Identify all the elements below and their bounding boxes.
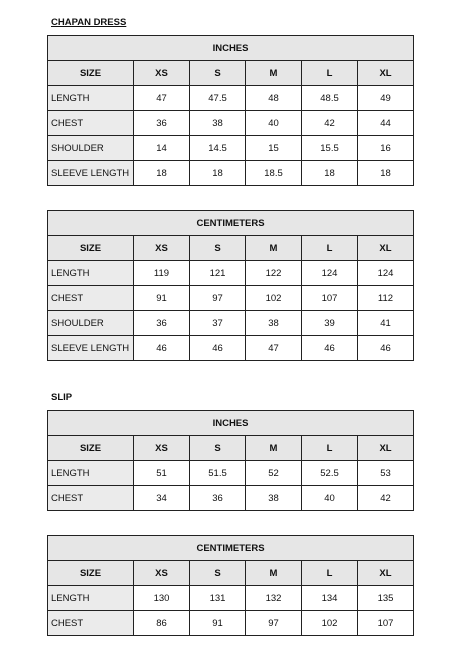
table-cell: 49	[358, 86, 414, 111]
table-cell: 119	[134, 261, 190, 286]
column-header-s: S	[190, 436, 246, 461]
column-header-l: L	[302, 436, 358, 461]
table-cell: 48	[246, 86, 302, 111]
table-cell: 40	[246, 111, 302, 136]
column-header-size: SIZE	[48, 436, 134, 461]
table-cell: 46	[358, 336, 414, 361]
table-cell: 41	[358, 311, 414, 336]
table-cell: 46	[190, 336, 246, 361]
table-cell: 47.5	[190, 86, 246, 111]
table-cell: 134	[302, 586, 358, 611]
table-row	[48, 336, 414, 361]
table-cell: 135	[358, 586, 414, 611]
table-row	[48, 136, 414, 161]
row-label: CHEST	[48, 286, 134, 311]
table-cell: 18	[302, 161, 358, 186]
table-cell: 39	[302, 311, 358, 336]
column-header-m: M	[246, 561, 302, 586]
size-table-slip-inches	[47, 410, 414, 511]
table-cell: 130	[134, 586, 190, 611]
row-label: CHEST	[48, 486, 134, 511]
table-cell: 18.5	[246, 161, 302, 186]
table-row	[48, 111, 414, 136]
table-cell: 52	[246, 461, 302, 486]
column-header-xl: XL	[358, 236, 414, 261]
row-label: SHOULDER	[48, 311, 134, 336]
table-cell: 42	[358, 486, 414, 511]
table-row	[48, 461, 414, 486]
table-cell: 14.5	[190, 136, 246, 161]
table-cell: 18	[134, 161, 190, 186]
row-label: SLEEVE LENGTH	[48, 336, 134, 361]
table-cell: 15	[246, 136, 302, 161]
table-cell: 91	[134, 286, 190, 311]
table-cell: 51	[134, 461, 190, 486]
column-header-xl: XL	[358, 436, 414, 461]
table-cell: 47	[134, 86, 190, 111]
size-table-chapan-centimeters	[47, 210, 414, 361]
table-cell: 107	[302, 286, 358, 311]
column-header-l: L	[302, 561, 358, 586]
table-cell: 48.5	[302, 86, 358, 111]
column-header-s: S	[190, 61, 246, 86]
column-header-s: S	[190, 236, 246, 261]
table-cell: 122	[246, 261, 302, 286]
size-table-slip-centimeters	[47, 535, 414, 636]
table-row	[48, 311, 414, 336]
row-label: SHOULDER	[48, 136, 134, 161]
column-header-l: L	[302, 236, 358, 261]
size-table-chapan-inches	[47, 35, 414, 186]
table-cell: 36	[134, 311, 190, 336]
table-cell: 15.5	[302, 136, 358, 161]
table-row	[48, 611, 414, 636]
table-cell: 121	[190, 261, 246, 286]
unit-header: INCHES	[48, 411, 414, 436]
column-header-xs: XS	[134, 436, 190, 461]
table-cell: 40	[302, 486, 358, 511]
column-header-xl: XL	[358, 561, 414, 586]
column-header-xl: XL	[358, 61, 414, 86]
unit-header: CENTIMETERS	[48, 211, 414, 236]
table-cell: 51.5	[190, 461, 246, 486]
table-cell: 34	[134, 486, 190, 511]
table-cell: 38	[246, 311, 302, 336]
unit-header: CENTIMETERS	[48, 536, 414, 561]
table-cell: 36	[190, 486, 246, 511]
table-cell: 18	[190, 161, 246, 186]
table-cell: 37	[190, 311, 246, 336]
table-cell: 46	[302, 336, 358, 361]
table-cell: 38	[246, 486, 302, 511]
table-row	[48, 261, 414, 286]
row-label: CHEST	[48, 611, 134, 636]
column-header-l: L	[302, 61, 358, 86]
table-cell: 52.5	[302, 461, 358, 486]
row-label: CHEST	[48, 111, 134, 136]
table-row	[48, 86, 414, 111]
column-header-m: M	[246, 236, 302, 261]
table-cell: 97	[246, 611, 302, 636]
column-header-size: SIZE	[48, 561, 134, 586]
column-header-xs: XS	[134, 61, 190, 86]
table-cell: 91	[190, 611, 246, 636]
unit-header: INCHES	[48, 36, 414, 61]
table-cell: 38	[190, 111, 246, 136]
table-cell: 44	[358, 111, 414, 136]
column-header-m: M	[246, 61, 302, 86]
table-cell: 107	[358, 611, 414, 636]
table-row	[48, 586, 414, 611]
table-cell: 16	[358, 136, 414, 161]
table-cell: 131	[190, 586, 246, 611]
table-cell: 124	[358, 261, 414, 286]
row-label: LENGTH	[48, 86, 134, 111]
table-cell: 42	[302, 111, 358, 136]
table-cell: 97	[190, 286, 246, 311]
column-header-xs: XS	[134, 561, 190, 586]
table-cell: 47	[246, 336, 302, 361]
section-title-slip: SLIP	[51, 392, 73, 403]
column-header-s: S	[190, 561, 246, 586]
table-cell: 53	[358, 461, 414, 486]
table-cell: 86	[134, 611, 190, 636]
table-cell: 124	[302, 261, 358, 286]
column-header-m: M	[246, 436, 302, 461]
table-cell: 18	[358, 161, 414, 186]
section-title-chapan-dress: CHAPAN DRESS	[51, 17, 127, 28]
row-label: LENGTH	[48, 261, 134, 286]
table-cell: 102	[302, 611, 358, 636]
table-cell: 36	[134, 111, 190, 136]
table-row	[48, 161, 414, 186]
table-row	[48, 286, 414, 311]
row-label: SLEEVE LENGTH	[48, 161, 134, 186]
column-header-size: SIZE	[48, 236, 134, 261]
table-cell: 112	[358, 286, 414, 311]
table-cell: 14	[134, 136, 190, 161]
table-row	[48, 486, 414, 511]
column-header-xs: XS	[134, 236, 190, 261]
column-header-size: SIZE	[48, 61, 134, 86]
table-cell: 46	[134, 336, 190, 361]
table-cell: 132	[246, 586, 302, 611]
table-cell: 102	[246, 286, 302, 311]
row-label: LENGTH	[48, 461, 134, 486]
row-label: LENGTH	[48, 586, 134, 611]
